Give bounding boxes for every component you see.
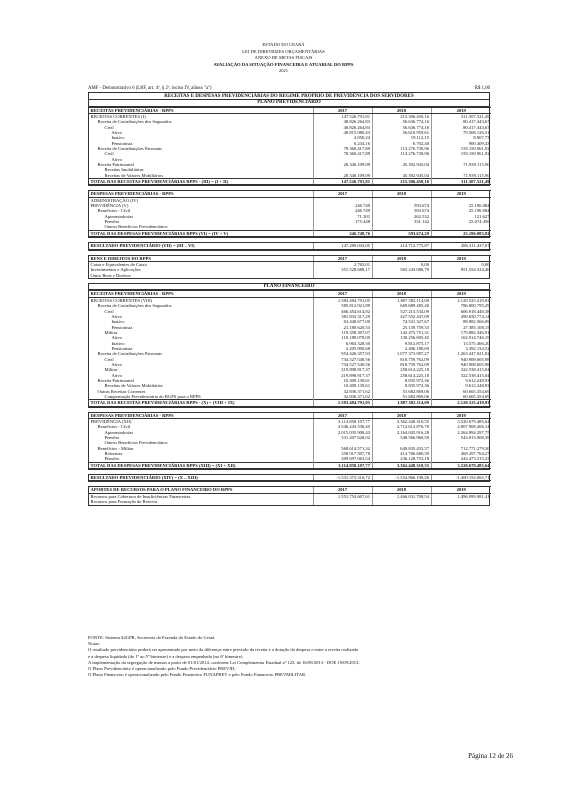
cell-value: 10.409.139,61 [313, 383, 372, 388]
cell-value: 2.120.525.419,93 [431, 297, 491, 303]
cell-value: 13.575.466,20 [431, 341, 491, 346]
cell-value: 1.551.754.607,61 [313, 493, 372, 499]
page-number: Página 12 de 26 [468, 752, 513, 760]
row-label: Ativo [111, 313, 122, 319]
row-label: TOTAL DAS DESPESAS PREVIDENCIÁRIAS RPPS (VI) = (IV + V) [89, 230, 313, 236]
table-total-row [89, 230, 491, 236]
row-label: Receitas de Valores Mobiliários [104, 172, 163, 178]
cell-value: 246.748,76 [313, 230, 372, 236]
row-label: Outras Receitas Correntes [97, 388, 146, 394]
cell-value: 2.546.243.536,45 [313, 424, 372, 429]
cell-value: 331.142 [372, 219, 431, 224]
table-row [89, 273, 491, 278]
row-label: Inativo [111, 319, 125, 325]
cell-value [431, 499, 491, 504]
cell-value: 175.448 [313, 219, 372, 224]
section-title: PLANO FINANCEIRO [88, 283, 490, 291]
cell-value: 818.759.762,09 [372, 357, 431, 362]
cell-value: 734.527.540,56 [313, 362, 372, 367]
data-table [88, 242, 490, 250]
cell-value: 9.612.248,93 [431, 383, 491, 388]
cell-value: -1.400.154.065,71 [431, 475, 491, 481]
cell-value: 246.749 [313, 203, 372, 208]
cell-value: 215.306.450,16 [372, 113, 431, 119]
cell-value: 130.256.695,45 [372, 335, 431, 340]
header-line: 2021 [278, 68, 289, 74]
row-label: TOTAL DAS DESPESAS PREVIDENCIÁRIAS RPPS (XIII) = (XI + XII) [89, 462, 313, 468]
table-total-row [89, 462, 491, 468]
document-header [0, 42, 567, 75]
row-label: Benefícios - Civil [97, 208, 131, 214]
cell-value: 32.836.371,62 [313, 389, 372, 394]
cell-value: 2018 [372, 487, 431, 493]
cell-value: 527.213.534,09 [372, 309, 431, 314]
cell-value: 2.765,01 [313, 261, 372, 267]
row-label: Receita de Contribuições Patronais [97, 351, 162, 357]
cell-value: 548.566.960,50 [372, 435, 431, 440]
cell-value: 2.120.525.419,93 [431, 400, 491, 406]
cell-value: 1.496.099.981,41 [431, 493, 491, 499]
row-label: Pensionista [111, 140, 133, 146]
cell-value: 311.507.521,49 [431, 113, 491, 119]
row-label: Recursos para Formação de Reserva [90, 499, 158, 505]
cell-value: 3.362.448.310,35 [372, 462, 431, 468]
report-body [88, 92, 490, 506]
cell-value: 1.466.031.708,54 [372, 493, 431, 499]
row-label: Pensionista [111, 324, 133, 330]
cell-value: 900.409,43 [431, 141, 491, 146]
cell-value: 74.521.327,67 [372, 319, 431, 324]
section-title: PLANO PREVIDENCIÁRIO [88, 100, 490, 107]
cell-value: -1.531.373.316,72 [313, 475, 372, 481]
cell-value: 2019 [431, 291, 491, 297]
cell-value: 56.636.774,16 [372, 119, 431, 124]
cell-value: 2018 [372, 255, 431, 261]
cell-value: 71.301 [313, 214, 372, 219]
cell-value: 78.360.417,89 [313, 151, 372, 156]
cell-value: 113.276.730,96 [372, 151, 431, 156]
row-label: Receita de Contribuições dos Segurados [97, 303, 172, 309]
table-total-row [89, 400, 491, 406]
cell-value: 531.207.628,02 [313, 435, 372, 440]
row-label: Pensões [104, 456, 120, 462]
table-result-row [89, 475, 491, 481]
row-label: Reformas [104, 451, 123, 457]
amf-reference: AMF - Demonstrativo 6 (LRF, art. 4º, § 2º, inciso IV, alínea "a") [88, 86, 212, 91]
row-label: Outro Bens e Direitos [90, 272, 131, 278]
cell-value: 286.311.437,67 [431, 243, 491, 249]
cell-value: 19.112,15 [372, 135, 431, 140]
row-label: Outros Benefícios Previdenciários [104, 224, 168, 230]
cell-value: 1.583.484.791,05 [313, 297, 372, 303]
cell-value: 940.908.605,98 [431, 362, 491, 367]
cell-value: 25.196.084 [431, 203, 491, 208]
row-label: RECEITAS CORRENTES (VIII) [90, 297, 153, 303]
amf-line [88, 86, 490, 91]
row-label: Ativo [111, 361, 122, 367]
cell-value: 45.392.945,04 [372, 162, 431, 167]
cell-value: 80.417.443,67 [431, 125, 491, 130]
cell-value: 585.812.921,89 [313, 303, 372, 308]
cell-value: 322.538.415,04 [431, 373, 491, 378]
cell-value: 734.527.540,56 [313, 357, 372, 362]
cell-value: 2.015.035.908,43 [313, 430, 372, 435]
cell-value: 2018 [372, 291, 431, 297]
cell-value: 606.918.448,38 [431, 309, 491, 314]
row-label: RECEITAS PREVIDENCIÁRIAS - RPPS [89, 291, 313, 297]
note-line: FONTE: Sistema S2GPR, Secretaria da Fazenda do Estado do Ceará. [88, 635, 216, 640]
cell-value [313, 499, 372, 504]
cell-value: 71.939.115,90 [431, 162, 491, 167]
cell-value: 142.475.751,31 [372, 330, 431, 335]
cell-value: 2.264.894.297,75 [431, 430, 491, 435]
cell-value: 244.473.515,23 [431, 456, 491, 462]
cell-value: 236.128.753,18 [372, 456, 431, 462]
cell-value: 219.898.817,37 [313, 367, 372, 372]
cell-value: 1.263.447.021,02 [431, 351, 491, 356]
cell-value: 940.908.605,98 [431, 357, 491, 362]
cell-value: 568.614.571,32 [313, 446, 372, 451]
cell-value: 565.243.086,79 [372, 267, 431, 272]
cell-value: 56.636.774,16 [372, 125, 431, 130]
row-label: Civil [104, 151, 114, 157]
cell-value: 32.836.371,62 [313, 394, 372, 400]
cell-value: 818.759.762,09 [372, 362, 431, 367]
cell-value: 21.180.620,53 [313, 325, 372, 330]
cell-value [372, 273, 431, 278]
cell-value: 27.385.108,15 [431, 325, 491, 330]
cell-value: 9.612.248,93 [431, 378, 491, 383]
cell-value: 3.362.448.310,35 [372, 419, 431, 425]
row-label: Benefícios - Civil [97, 424, 131, 430]
row-label: Investimentos e Aplicações [90, 267, 141, 273]
cell-value: 219.898.817,37 [313, 373, 372, 378]
cell-value: 2019 [431, 107, 491, 113]
cell-value: 215.306.450,16 [372, 179, 431, 185]
row-label: Receitas Imobiliárias [104, 167, 144, 173]
cell-value: 28.340.109,09 [313, 173, 372, 179]
row-label: PREVIDÊNCIA (V) [90, 203, 129, 209]
cell-value: 159.150.961,92 [431, 146, 491, 151]
cell-value: 159.150.961,92 [431, 151, 491, 156]
cell-value: 147.526.791,81 [313, 113, 372, 119]
cell-value: 88.882.566,09 [431, 319, 491, 324]
row-label: Ativo [111, 156, 122, 162]
row-label: Receita Patrimonial [97, 377, 134, 383]
note-line: O Plano Previdenciário é operacionalizado pelo Fundo Previdenciário PREVID; [88, 666, 236, 672]
cell-value: 2017 [313, 191, 372, 197]
cell-value: 56.610.959,61 [372, 130, 431, 135]
row-label: Benefícios - Militar [97, 445, 134, 451]
cell-value: 40.826.264,83 [313, 119, 372, 124]
row-label: Pensões [104, 219, 120, 225]
cell-value: 1.583.484.791,05 [313, 400, 372, 406]
row-label: Aposentadorias [104, 429, 134, 435]
cell-value: 162.914.746,19 [431, 335, 491, 340]
header-line: AVALIAÇÃO DA SITUAÇÃO FINANCEIRA E ATUARIAL DO RPPS [213, 61, 354, 67]
cell-value: 2019 [431, 487, 491, 493]
cell-value: 2019 [431, 412, 491, 418]
cell-value: 490.650.774,14 [431, 314, 491, 319]
cell-value: 649.835.433,57 [372, 446, 431, 451]
cell-value: 466.454.614,82 [313, 309, 372, 314]
note-line: O Plano Financeiro é operacionalizado pelo Fundo Financeiro FUNAPREV e pelo Fundo Financeiro PREVMILITAR. [88, 672, 307, 678]
row-label: DESPESAS PREVIDENCIÁRIAS - RPPS [89, 412, 313, 418]
row-label: Inativo [111, 340, 125, 346]
cell-value: 28.340.109,09 [313, 162, 372, 167]
cell-value: 6.963.328,30 [313, 341, 372, 346]
cell-value: 2018 [372, 107, 431, 113]
cell-value: 40.826.264,83 [313, 125, 372, 130]
row-label: Militar [104, 367, 118, 373]
row-label: DESPESAS PREVIDENCIÁRIAS - RPPS [89, 191, 313, 197]
cell-value: 351.528.688,17 [313, 267, 372, 272]
cell-value: 786.800.795,29 [431, 303, 491, 308]
cell-value: 2017 [313, 255, 372, 261]
cell-value: 209.697.063,54 [313, 456, 372, 462]
row-label: ADMINISTRAÇÃO (IV) [90, 197, 139, 203]
cell-value: 246.749 [313, 208, 372, 213]
cell-value: 427.552.447,09 [372, 314, 431, 319]
table-result-row [89, 243, 491, 249]
row-label: Inativo [111, 135, 125, 141]
cell-value: 25.196.083,82 [431, 230, 491, 236]
cell-value: 2017 [313, 487, 372, 493]
cell-value: 2.406.180,69 [372, 346, 431, 351]
cell-value [372, 499, 431, 504]
cell-value: 381.833.317,29 [313, 314, 372, 319]
cell-value: 2019 [431, 255, 491, 261]
note-line: A implementação da segregação de massas a partir de 01/01/2014, conforme Lei Complementar Estadual nº 123, de 16/09/2013 - DOE 19/09/2013; [88, 659, 360, 665]
cell-value: 1.807.582.114,09 [372, 400, 431, 406]
row-label: Ativo [111, 372, 122, 378]
cell-value: 1.807.582.114,09 [372, 297, 431, 303]
cell-value: 60.665.354,69 [431, 389, 491, 394]
cell-value: 40.815.080,43 [313, 130, 372, 135]
amf-unit: R$ 1,00 [474, 86, 490, 91]
cell-value: 9.812.875,17 [372, 341, 431, 346]
note-line: e a despesa liquidada (do 1º ao 5º bimestre) e a despesa empenhada (no 6º bimestre). [88, 653, 244, 659]
cell-value: 2018 [372, 191, 431, 197]
row-label: RECEITAS CORRENTES (I) [90, 113, 146, 119]
data-table [88, 190, 490, 238]
cell-value: 63.440.677,00 [313, 319, 372, 324]
data-table [88, 474, 490, 482]
row-label: APORTES DE RECURSOS PARA O PLANO FINANCEIRO DO RPPS [89, 487, 313, 493]
cell-value: 593.674,29 [372, 230, 431, 236]
row-label: Ativo [111, 129, 122, 135]
data-table [88, 107, 490, 187]
cell-value [313, 273, 372, 278]
cell-value: 413.706.680,39 [372, 451, 431, 456]
row-label: RESULTADO PREVIDENCIÁRIO (XIV) = (X – XIII) [89, 475, 313, 481]
row-label: Civil [104, 356, 114, 362]
header-line: ANEXO DE METAS FISCAIS [254, 55, 313, 61]
cell-value: 80.417.443,67 [431, 119, 491, 124]
cell-value: 712.771.279,50 [431, 446, 491, 451]
row-label: Ativo [111, 335, 122, 341]
cell-value: 4.950,24 [313, 135, 372, 140]
cell-value: 262.532 [372, 214, 431, 219]
cell-value: 121.627 [431, 214, 491, 219]
header-line: ESTADO DO CEARÁ [262, 42, 305, 47]
cell-value: 1.077.373.987,27 [372, 351, 431, 356]
cell-value: 2.712.612.876,78 [372, 424, 431, 429]
cell-value: 51.682.869,06 [372, 394, 431, 400]
row-label: Pensionista [111, 345, 133, 351]
row-label: Receita de Contribuições Patronais [97, 146, 162, 151]
row-label: Receita Patrimonial [97, 162, 134, 168]
cell-value: 6.702,40 [372, 141, 431, 146]
cell-value: 2.807.908.206,14 [431, 424, 491, 429]
note-line: O resultado previdenciário poderá ser apresentado por meio da diferença entre previsão da receita e a dotação da despesa e entre a receita realizada [88, 647, 358, 653]
cell-value: 2.164.045.916,28 [372, 430, 431, 435]
data-table [88, 290, 490, 407]
cell-value: 8.835.972,36 [372, 383, 431, 388]
row-label: Outros Benefícios Previdenciários [104, 440, 168, 446]
cell-value: 3.520.679.485,64 [431, 462, 491, 468]
cell-value [431, 273, 491, 278]
cell-value: 543.013.908,39 [431, 435, 491, 440]
cell-value: 10.409.139,61 [313, 378, 372, 383]
table-row [89, 499, 491, 504]
table-total-row [89, 179, 491, 185]
cell-value: 110.189.078,09 [313, 335, 372, 340]
cell-value: -1.554.866.196,26 [372, 475, 431, 481]
cell-value: 2017 [313, 291, 372, 297]
data-table [88, 255, 490, 279]
row-label: Recursos para Cobertura de Insuficiências Financeiras [90, 493, 191, 499]
cell-value: 8.835.972,36 [372, 378, 431, 383]
cell-value: 3.114.858.107,77 [313, 462, 372, 468]
cell-value: 2017 [313, 107, 372, 113]
cell-value: 2017 [313, 412, 372, 418]
cell-value: 8.907,73 [431, 135, 491, 140]
row-label: Aposentadorias [104, 213, 134, 219]
cell-value: 851.554.524,46 [431, 267, 491, 272]
row-label: Caixa e Equivalentes de Caixa [90, 261, 147, 267]
cell-value: 3.114.858.107,77 [313, 419, 372, 425]
cell-value: 311.507.521,49 [431, 179, 491, 185]
header-line: LEI DE DIRETRIZES ORÇAMENTÁRIAS [242, 48, 325, 54]
cell-value: 51.682.869,06 [372, 389, 431, 394]
row-label: Civil [104, 308, 114, 314]
cell-value: 358.917.507,78 [313, 451, 372, 456]
data-table [88, 486, 490, 505]
cell-value: 593.674 [372, 208, 431, 213]
cell-value: 147.526.791,81 [313, 179, 372, 185]
row-label: TOTAL DAS RECEITAS PREVIDENCIÁRIAS RPPS - (X) = (VIII + IX) [89, 400, 313, 406]
row-label: Receitas de Valores Mobiliários [104, 383, 163, 389]
cell-value: 60.665.354,69 [431, 394, 491, 400]
cell-value: 2018 [372, 412, 431, 418]
cell-value: 113.276.730,96 [372, 146, 431, 151]
cell-value: 119.358.307,07 [313, 330, 372, 335]
row-label: RESULTADO PREVIDENCIÁRIO (VII) = (III – VI) [89, 243, 313, 249]
cell-value: 954.426.357,93 [313, 351, 372, 356]
cell-value: 593.674 [372, 203, 431, 208]
cell-value: 25.074.456 [431, 219, 491, 224]
cell-value: 3.392.134,52 [431, 346, 491, 351]
data-table [88, 412, 490, 470]
cell-value: 669.689.285,40 [372, 303, 431, 308]
cell-value: 79.508.126,51 [431, 130, 491, 135]
cell-value: 322.538.415,04 [431, 367, 491, 372]
cell-value: 45.392.945,04 [372, 173, 431, 179]
row-label: Civil [104, 124, 114, 130]
report-title: RECEITAS E DESPESAS PREVIDENCIÁRIAS DO REGIME PRÓPRIO DE PREVIDÊNCIA DOS SERVIDORES [88, 92, 490, 100]
cell-value: 0,00 [431, 261, 491, 267]
cell-value: 3.520.679.485,64 [431, 419, 491, 425]
cell-value: 214.712.775,87 [372, 243, 431, 249]
row-label: PREVIDÊNCIA (XII) [90, 419, 132, 425]
row-label: Militar [104, 329, 118, 335]
cell-value: 258.614.225,18 [372, 367, 431, 372]
cell-value: 258.614.225,18 [372, 373, 431, 378]
cell-value: 147.280.043,05 [313, 243, 372, 249]
row-label: BENS E DIREITOS DO RPPS [89, 255, 313, 261]
cell-value: 2019 [431, 191, 491, 197]
row-label: Compensação Previdenciária do RGPS para o RPPS [104, 394, 201, 399]
cell-value: 0,00 [372, 261, 431, 267]
cell-value: 468.297.764,27 [431, 451, 491, 456]
row-label: Receita de Contribuições dos Segurados [97, 119, 172, 125]
cell-value: 71.939.115,90 [431, 173, 491, 179]
cell-value: 25.139.759,33 [372, 325, 431, 330]
cell-value: 179.882.346,91 [431, 330, 491, 335]
cell-value: 78.360.417,89 [313, 146, 372, 151]
note-line: Notas: [88, 641, 100, 647]
row-label: RECEITAS PREVIDENCIÁRIAS - RPPS [89, 107, 313, 113]
notes [88, 635, 508, 678]
cell-value: 2.205.900,68 [313, 346, 372, 351]
cell-value: 6.234,16 [313, 141, 372, 146]
row-label: TOTAL DAS RECEITAS PREVIDENCIÁRIAS RPPS - (III) = (I + II) [89, 179, 313, 185]
cell-value: 25.196.084 [431, 208, 491, 213]
row-label: Pensões [104, 435, 120, 441]
